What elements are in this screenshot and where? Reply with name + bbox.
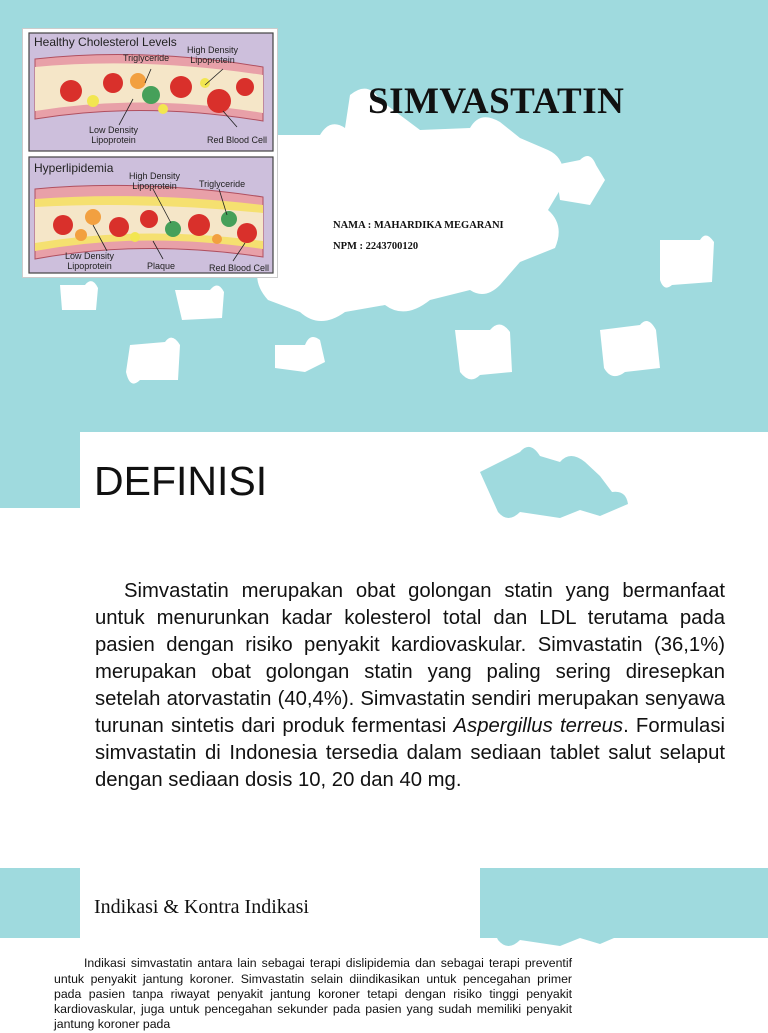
slide-title: SIMVASTATIN — [368, 81, 625, 122]
puzzle-piece — [600, 321, 660, 376]
puzzle-piece — [60, 281, 98, 310]
panel2-rbc-label: Red Blood Cell — [209, 263, 270, 273]
author-npm: NPM : 2243700120 — [333, 241, 419, 252]
cholesterol-illustration-graphic — [23, 29, 277, 277]
panel1-rbc-label: Red Blood Cell — [207, 135, 268, 145]
section-heading: Indikasi & Kontra Indikasi — [94, 896, 309, 918]
panel1-title: Healthy Cholesterol Levels — [34, 35, 177, 49]
panel2-plaque-label: Plaque — [147, 261, 176, 271]
panel2-triglyceride-label: Triglyceride — [199, 179, 246, 189]
panel2-ldl-label: Low Density Lipoprotein — [65, 251, 115, 271]
definition-text-2: . Formulasi simvastatin di Indonesia tersedia dalam sediaan tablet salut selaput dengan sediaan dosis 10, 20 dan 40 mg. — [95, 715, 725, 792]
cholesterol-illustration — [22, 28, 278, 278]
panel2-hdl-label: High Density Lipoprotein — [129, 171, 181, 191]
title-slide — [0, 0, 768, 432]
puzzle-piece — [455, 324, 512, 379]
definition-slide — [0, 432, 768, 840]
puzzle-piece — [555, 156, 605, 205]
puzzle-piece — [275, 337, 325, 372]
author-name: NAMA : MAHARDIKA MEGARANI — [333, 220, 504, 231]
section-heading: DEFINISI — [94, 458, 268, 504]
panel1-ldl-label: Low Density Lipoprotein — [89, 125, 139, 145]
puzzle-piece — [175, 285, 224, 320]
panel1-triglyceride-label: Triglyceride — [123, 53, 170, 63]
species-name: Aspergillus terreus — [453, 715, 624, 738]
indication-paragraph: Indikasi simvastatin antara lain sebagai terapi dislipidemia dan sebagai terapi preventif untuk penyakit jantung koroner. Simvastatin selain diindikasikan untuk pencegahan primer pada pasien tanpa riwayat penyakit jantung koroner tetapi dengan risiko tinggi penyakit kardiovaskular, juga untuk pencegahan sekunder pada pasien yang sudah memiliki penyakit jantung koroner pada — [54, 956, 572, 1032]
indication-slide — [0, 840, 768, 1032]
definition-text-1: Simvastatin merupakan obat golongan statin yang bermanfaat untuk menurunkan kadar kolesterol total dan LDL terutama pada pasien dengan risiko penyakit kardiovaskular. Simvastatin (36,1%) merupakan obat golongan statin yang paling sering diresepkan setelah atorvastatin (40,4%). Simvastatin sendiri merupakan senyawa turunan sintetis dari produk fermentasi — [95, 580, 725, 738]
panel1-hdl-label: High Density Lipoprotein — [187, 45, 239, 65]
definition-paragraph — [95, 578, 725, 794]
panel2-title: Hyperlipidemia — [34, 161, 114, 175]
puzzle-cluster — [257, 89, 563, 321]
puzzle-piece — [126, 338, 180, 384]
puzzle-piece — [660, 235, 714, 287]
